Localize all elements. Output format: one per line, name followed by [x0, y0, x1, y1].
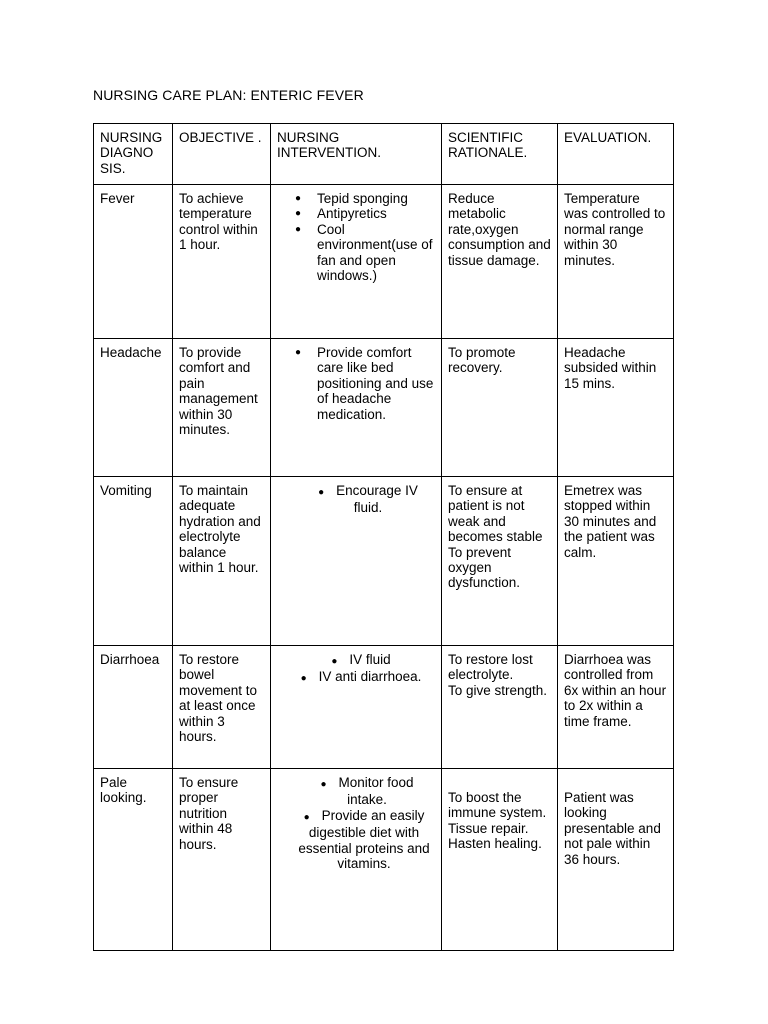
header-intervention: NURSING INTERVENTION. — [271, 124, 442, 185]
cell-diagnosis: Fever — [94, 185, 173, 339]
table-row — [94, 769, 674, 951]
document-title: NURSING CARE PLAN: ENTERIC FEVER — [93, 87, 364, 103]
intervention-list — [271, 345, 441, 422]
cell-diagnosis: Diarrhoea — [94, 646, 173, 769]
table-row — [94, 646, 674, 769]
header-objective: OBJECTIVE . — [173, 124, 271, 185]
header-rationale: SCIENTIFIC RATIONALE. — [442, 124, 558, 185]
cell-rationale: Reduce metabolic rate,oxygen consumption and tissue damage. — [442, 185, 558, 339]
cell-intervention — [271, 477, 442, 646]
cell-diagnosis: Headache — [94, 339, 173, 477]
list-item: ● Antipyretics — [271, 206, 441, 221]
cell-objective: To ensure proper nutrition within 48 hours. — [173, 769, 271, 951]
list-item: ● IV anti diarrhoea. — [271, 669, 441, 686]
intervention-list — [271, 483, 441, 516]
cell-objective: To maintain adequate hydration and electrolyte balance within 1 hour. — [173, 477, 271, 646]
header-evaluation: EVALUATION. — [558, 124, 674, 185]
cell-rationale — [442, 769, 558, 951]
rationale-line: Hasten healing. — [448, 836, 542, 852]
intervention-list — [271, 775, 441, 871]
list-item: ● Monitor food intake. — [271, 775, 441, 808]
cell-rationale — [442, 646, 558, 769]
cell-intervention — [271, 185, 442, 339]
list-item: ● Provide comfort care like bed positioning and use of headache medication. — [271, 345, 441, 422]
table-header-row — [94, 124, 674, 185]
table-row — [94, 185, 674, 339]
cell-rationale: To ensure at patient is not weak and becomes stable To prevent oxygen dysfunction. — [442, 477, 558, 646]
table-row — [94, 477, 674, 646]
intervention-list — [271, 191, 441, 283]
list-item: ● IV fluid — [271, 652, 441, 669]
cell-intervention — [271, 769, 442, 951]
list-item: ● Encourage IV fluid. — [271, 483, 441, 516]
cell-evaluation: Diarrhoea was controlled from 6x within an hour to 2x within a time frame. — [558, 646, 674, 769]
cell-evaluation: Temperature was controlled to normal range within 30 minutes. — [558, 185, 674, 339]
cell-diagnosis: Pale looking. — [94, 769, 173, 951]
cell-objective: To restore bowel movement to at least once within 3 hours. — [173, 646, 271, 769]
list-item: ● Provide an easily digestible diet with essential proteins and vitamins. — [271, 808, 441, 872]
list-item: ● Tepid sponging — [271, 191, 441, 206]
cell-diagnosis: Vomiting — [94, 477, 173, 646]
rationale-line: To boost the immune system. — [448, 790, 547, 821]
table-row — [94, 339, 674, 477]
header-diagnosis: NURSING DIAGNO SIS. — [94, 124, 173, 185]
cell-objective: To provide comfort and pain management within 30 minutes. — [173, 339, 271, 477]
rationale-line: Tissue repair. — [448, 820, 529, 836]
care-plan-table — [93, 123, 674, 951]
rationale-line: To give strength. — [448, 682, 548, 698]
cell-evaluation: Headache subsided within 15 mins. — [558, 339, 674, 477]
cell-objective: To achieve temperature control within 1 hour. — [173, 185, 271, 339]
intervention-list — [271, 652, 441, 687]
rationale-line: To restore lost electrolyte. — [448, 652, 533, 683]
cell-rationale: To promote recovery. — [442, 339, 558, 477]
cell-evaluation: Patient was looking presentable and not pale within 36 hours. — [558, 769, 674, 951]
cell-intervention — [271, 339, 442, 477]
cell-evaluation: Emetrex was stopped within 30 minutes and the patient was calm. — [558, 477, 674, 646]
list-item: ● Cool environment(use of fan and open windows.) — [271, 222, 441, 284]
cell-intervention — [271, 646, 442, 769]
